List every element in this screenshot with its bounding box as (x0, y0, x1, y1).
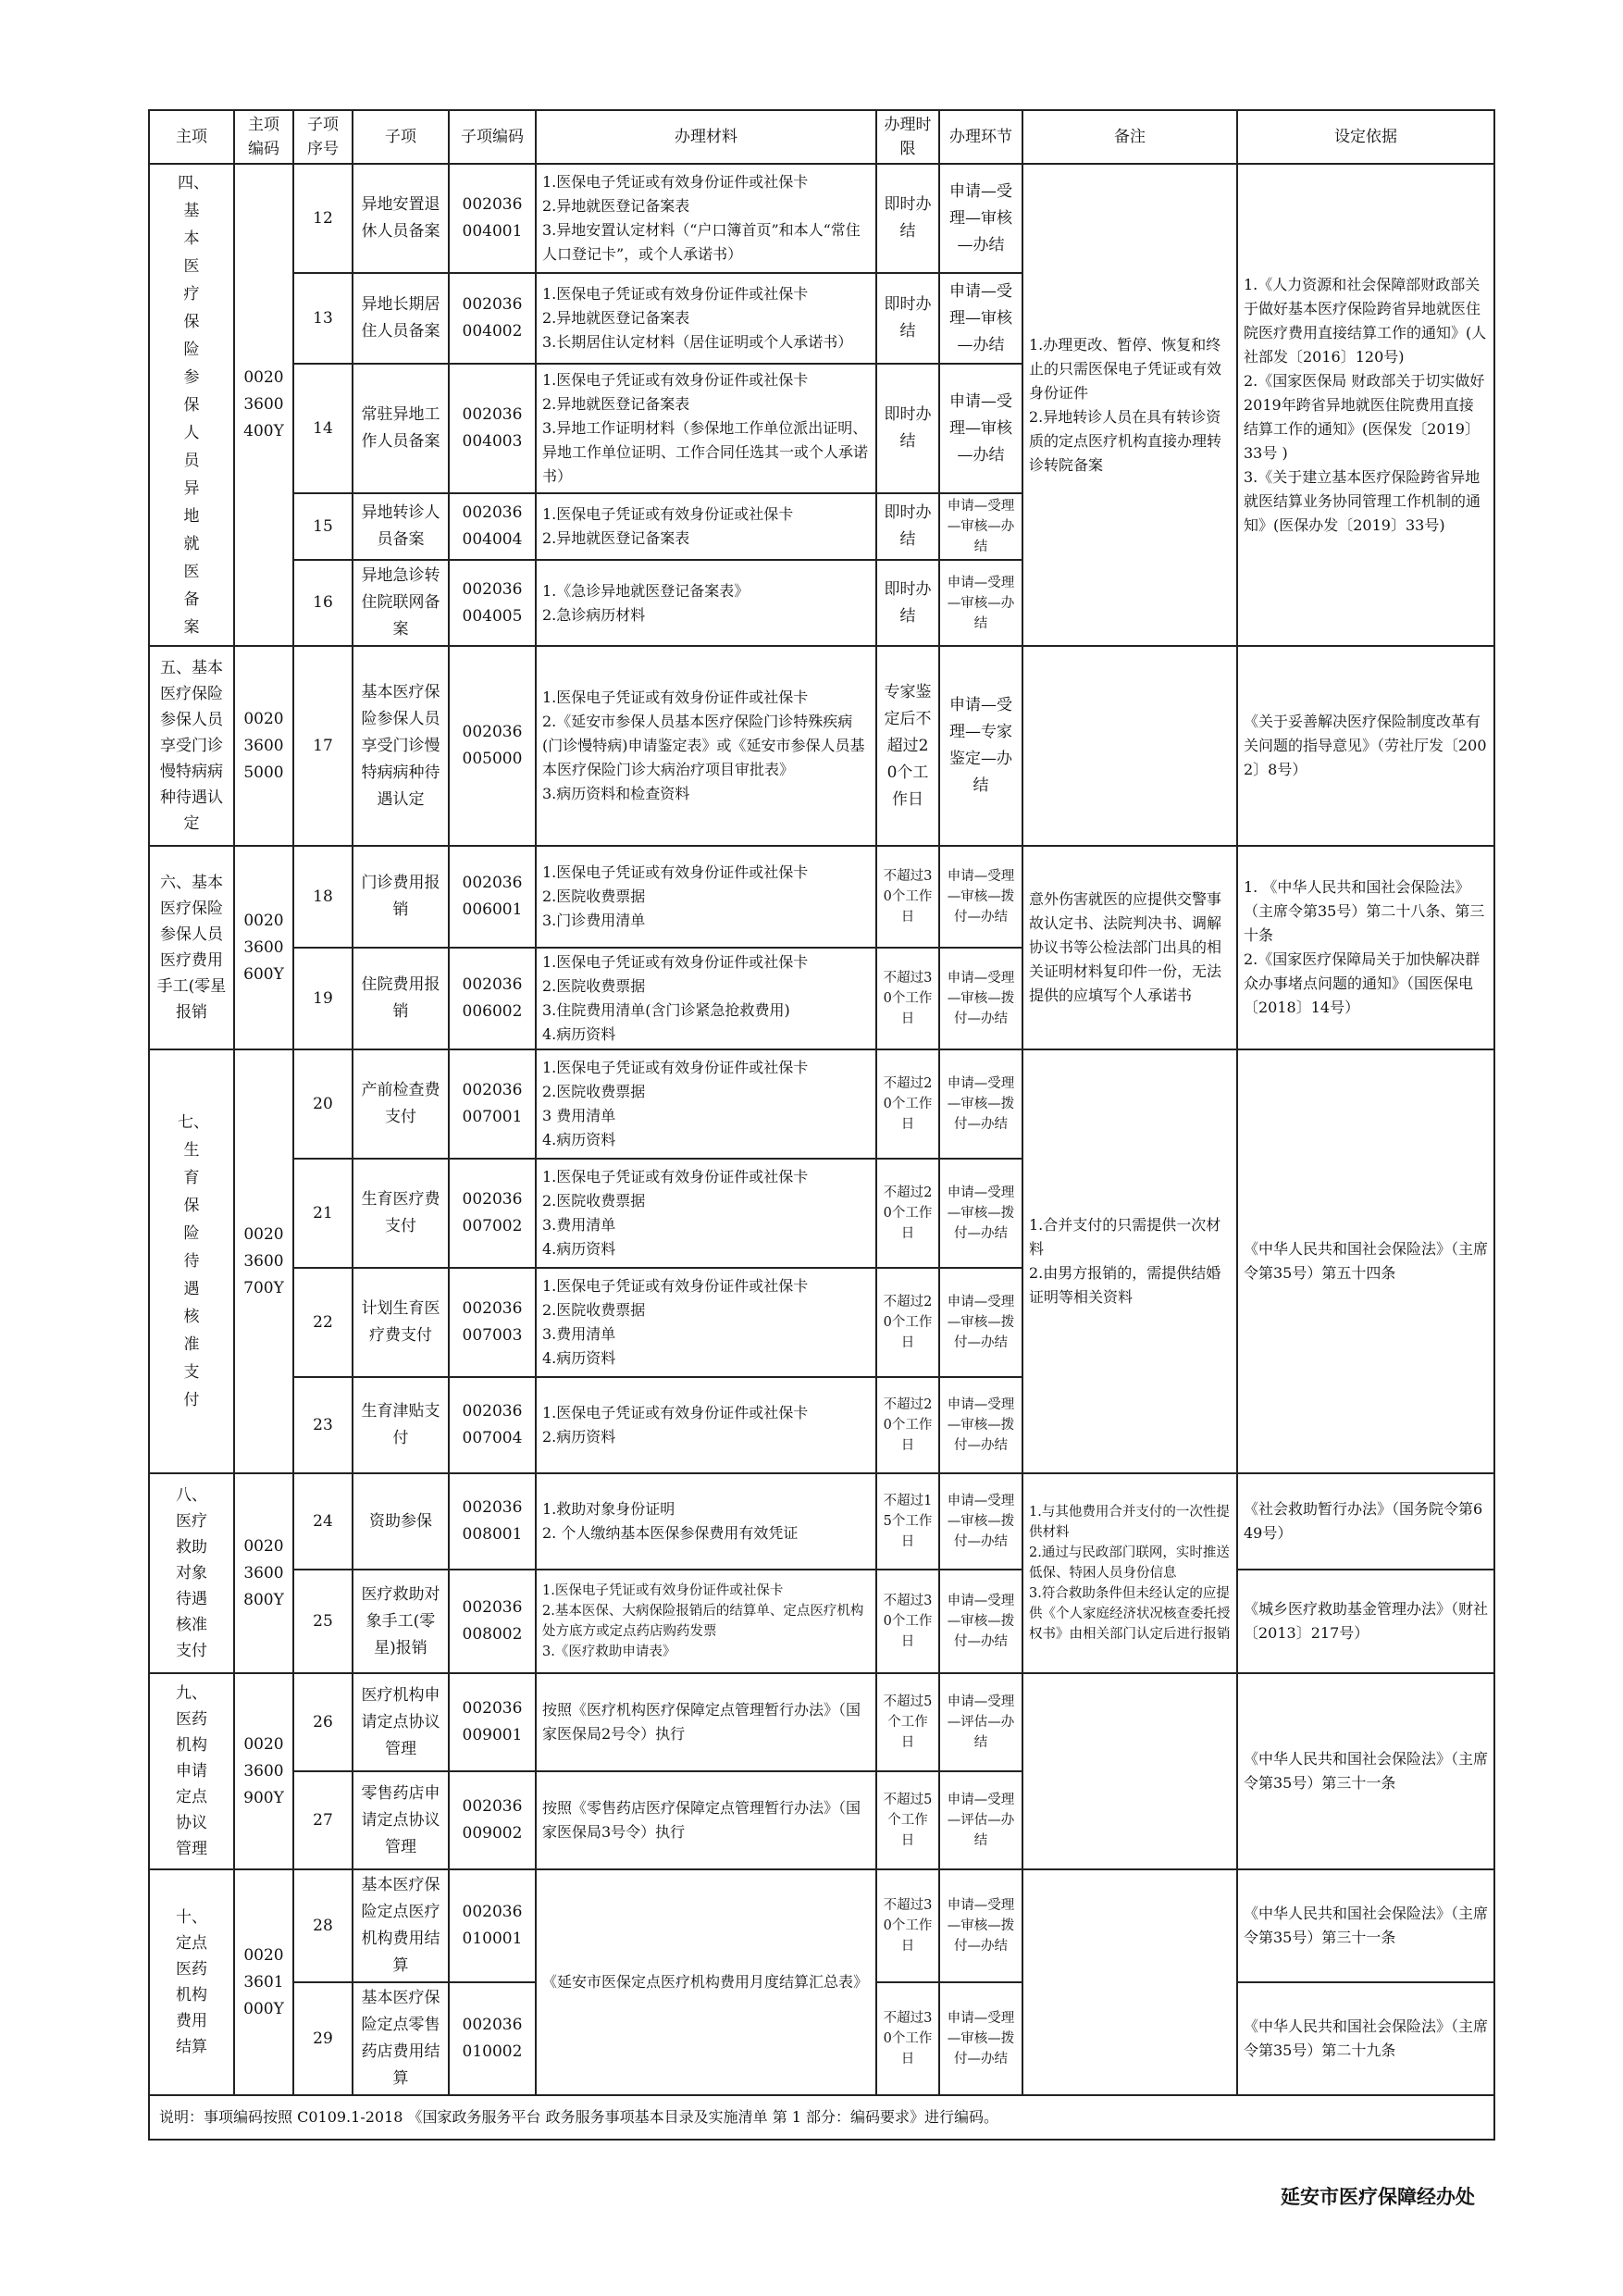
sub-item-name: 零售药店申请定点协议管理 (353, 1771, 449, 1869)
remark (1022, 646, 1237, 846)
main-item-name: 六、基本医疗保险参保人员医疗费用手工(零星报销 (149, 846, 234, 1049)
main-item-name: 十、定点医药机构费用结算 (149, 1869, 234, 2095)
sub-item-name: 计划生育医疗费支付 (353, 1268, 449, 1377)
table-row (149, 846, 1494, 948)
sub-item-code: 002036 009001 (449, 1673, 536, 1771)
main-item-code: 0020 3600 600Y (234, 846, 293, 1049)
legal-basis: 《中华人民共和国社会保险法》（主席令第35号）第五十四条 (1237, 1049, 1494, 1473)
header-cell: 子项 (353, 110, 449, 164)
materials: 1.医保电子凭证或有效身份证件或社保卡 2.异地就医登记备案表 3.长期居住认定材料（居住证明或个人承诺书） (536, 273, 876, 364)
process-steps: 申请—受理—评估—办结 (939, 1673, 1022, 1771)
header-cell: 子项编码 (449, 110, 536, 164)
time-limit: 即时办结 (876, 364, 939, 493)
legal-basis: 《中华人民共和国社会保险法》（主席令第35号）第三十一条 (1237, 1673, 1494, 1869)
time-limit: 专家鉴定后不超过20个工作日 (876, 646, 939, 846)
sub-item-no: 29 (293, 1982, 353, 2095)
materials: 按照《零售药店医疗保障定点管理暂行办法》（国家医保局3号令）执行 (536, 1771, 876, 1869)
legal-basis: 1.《人力资源和社会保障部财政部关于做好基本医疗保险跨省异地就医住院医疗费用直接结算工作的通知》(人社部发〔2016〕120号) 2.《国家医保局 财政部关于切实做好2019年跨省异地就医住院费用直接结算工作的通知》(医保发〔2019〕33号 ) 3.《关于建立基本医疗保险跨省异地就医结算业务协同管理工作机制的通知》(医保办发〔2019〕33号) (1237, 164, 1494, 646)
sub-item-code: 002036 005000 (449, 646, 536, 846)
time-limit: 不超过30个工作日 (876, 1570, 939, 1673)
sub-item-name: 基本医疗保险参保人员享受门诊慢特病病种待遇认定 (353, 646, 449, 846)
sub-item-no: 28 (293, 1869, 353, 1982)
sub-item-name: 生育津贴支付 (353, 1377, 449, 1473)
process-steps: 申请—受理—评估—办结 (939, 1771, 1022, 1869)
materials: 1.医保电子凭证或有效身份证件或社保卡 2.医院收费票据 3.费用清单 4.病历资料 (536, 1159, 876, 1268)
sub-item-name: 产前检查费支付 (353, 1049, 449, 1159)
materials: 1.医保电子凭证或有效身份证件或社保卡 2.医院收费票据 3.费用清单 4.病历资料 (536, 1268, 876, 1377)
header-cell: 办理材料 (536, 110, 876, 164)
header-cell: 主项 (149, 110, 234, 164)
remark: 1.与其他费用合并支付的一次性提供材料 2.通过与民政部门联网，实时推送低保、特困人员身份信息 3.符合救助条件但未经认定的应提供《个人家庭经济状况核查委托授权书》由相关部门认定后进行报销 (1022, 1473, 1237, 1673)
sub-item-code: 002036 008001 (449, 1473, 536, 1570)
sub-item-no: 27 (293, 1771, 353, 1869)
time-limit: 不超过20个工作日 (876, 1159, 939, 1268)
main-item-code: 0020 3600 700Y (234, 1049, 293, 1473)
process-steps: 申请—受理—审核—办结 (939, 164, 1022, 273)
sub-item-no: 13 (293, 273, 353, 364)
table-row (149, 1473, 1494, 1570)
materials: 1.《急诊异地就医登记备案表》 2.急诊病历材料 (536, 560, 876, 646)
sub-item-no: 18 (293, 846, 353, 948)
sub-item-name: 异地安置退休人员备案 (353, 164, 449, 273)
sub-item-code: 002036 007002 (449, 1159, 536, 1268)
time-limit: 即时办结 (876, 493, 939, 560)
sub-item-name: 基本医疗保险定点医疗机构费用结算 (353, 1869, 449, 1982)
sub-item-name: 门诊费用报销 (353, 846, 449, 948)
time-limit: 即时办结 (876, 273, 939, 364)
remark: 1.办理更改、暂停、恢复和终止的只需医保电子凭证或有效身份证件 2.异地转诊人员在具有转诊资质的定点医疗机构直接办理转诊转院备案 (1022, 164, 1237, 646)
time-limit: 不超过30个工作日 (876, 1869, 939, 1982)
remark (1022, 1869, 1237, 2095)
process-steps: 申请—受理—审核—办结 (939, 493, 1022, 560)
sub-item-code: 002036 010002 (449, 1982, 536, 2095)
main-item-name: 九、医药机构申请定点协议管理 (149, 1673, 234, 1869)
table-row (149, 1869, 1494, 1982)
main-item-name: 八、医疗救助对象待遇核准支付 (149, 1473, 234, 1673)
sub-item-code: 002036 006001 (449, 846, 536, 948)
remark (1022, 1673, 1237, 1869)
header-cell: 备注 (1022, 110, 1237, 164)
remark: 1.合并支付的只需提供一次材料 2.由男方报销的，需提供结婚证明等相关资料 (1022, 1049, 1237, 1473)
sub-item-code: 002036 009002 (449, 1771, 536, 1869)
issuer-signature: 延安市医疗保障经办处 (1281, 2185, 1475, 2208)
time-limit: 不超过20个工作日 (876, 1377, 939, 1473)
header-cell: 子项序号 (293, 110, 353, 164)
table-row (149, 1570, 1494, 1673)
sub-item-name: 医疗机构申请定点协议管理 (353, 1673, 449, 1771)
materials: 1.医保电子凭证或有效身份证件或社保卡 2.医院收费票据 3.门诊费用清单 (536, 846, 876, 948)
sub-item-code: 002036 010001 (449, 1869, 536, 1982)
sub-item-name: 生育医疗费支付 (353, 1159, 449, 1268)
main-item-name: 四、基本医疗保险参保人员异地就医备案 (149, 164, 234, 646)
sub-item-no: 23 (293, 1377, 353, 1473)
header-row (149, 110, 1494, 164)
materials: 按照《医疗机构医疗保障定点管理暂行办法》（国家医保局2号令）执行 (536, 1673, 876, 1771)
process-steps: 申请—受理—审核—拨付—办结 (939, 1473, 1022, 1570)
materials: 1.医保电子凭证或有效身份证件或社保卡 2.异地就医登记备案表 3.异地工作证明材料（参保地工作单位派出证明、异地工作单位证明、工作合同任选其一或个人承诺书） (536, 364, 876, 493)
time-limit: 不超过15个工作日 (876, 1473, 939, 1570)
process-steps: 申请—受理—审核—办结 (939, 273, 1022, 364)
sub-item-name: 异地长期居住人员备案 (353, 273, 449, 364)
time-limit: 不超过30个工作日 (876, 846, 939, 948)
sub-item-no: 26 (293, 1673, 353, 1771)
time-limit: 不超过5个工作日 (876, 1771, 939, 1869)
main-item-code: 0020 3600 5000 (234, 646, 293, 846)
sub-item-code: 002036 004005 (449, 560, 536, 646)
sub-item-no: 19 (293, 948, 353, 1049)
materials: 1.医保电子凭证或有效身份证件或社保卡 2.病历资料 (536, 1377, 876, 1473)
sub-item-name: 异地转诊人员备案 (353, 493, 449, 560)
materials: 1.医保电子凭证或有效身份证件或社保卡 2.医院收费票据 3 费用清单 4.病历资料 (536, 1049, 876, 1159)
header-cell: 设定依据 (1237, 110, 1494, 164)
materials: 《延安市医保定点医疗机构费用月度结算汇总表》 (536, 1869, 876, 2095)
legal-basis: 《城乡医疗救助基金管理办法》（财社〔2013〕217号） (1237, 1570, 1494, 1673)
materials: 1.医保电子凭证或有效身份证或社保卡 2.异地就医登记备案表 (536, 493, 876, 560)
sub-item-code: 002036 004002 (449, 273, 536, 364)
table-row (149, 1673, 1494, 1771)
sub-item-code: 002036 004001 (449, 164, 536, 273)
sub-item-name: 异地急诊转住院联网备案 (353, 560, 449, 646)
process-steps: 申请—受理—专家鉴定—办结 (939, 646, 1022, 846)
main-item-code: 0020 3600 800Y (234, 1473, 293, 1673)
table-row (149, 646, 1494, 846)
sub-item-no: 24 (293, 1473, 353, 1570)
table-row (149, 1049, 1494, 1159)
sub-item-name: 基本医疗保险定点零售药店费用结算 (353, 1982, 449, 2095)
sub-item-no: 12 (293, 164, 353, 273)
main-item-code: 0020 3601 000Y (234, 1869, 293, 2095)
sub-item-code: 002036 007001 (449, 1049, 536, 1159)
process-steps: 申请—受理—审核—拨付—办结 (939, 846, 1022, 948)
sub-item-name: 资助参保 (353, 1473, 449, 1570)
process-steps: 申请—受理—审核—拨付—办结 (939, 1570, 1022, 1673)
sub-item-no: 22 (293, 1268, 353, 1377)
sub-item-code: 002036 004003 (449, 364, 536, 493)
legal-basis: 1. 《中华人民共和国社会保险法》（主席令第35号）第二十八条、第三十条 2.《国家医疗保障局关于加快解决群众办事堵点问题的通知》（国医保电〔2018〕14号） (1237, 846, 1494, 1049)
table-row (149, 164, 1494, 273)
sub-item-no: 20 (293, 1049, 353, 1159)
table-row (149, 2095, 1494, 2140)
process-steps: 申请—受理—审核—拨付—办结 (939, 1049, 1022, 1159)
sub-item-code: 002036 006002 (449, 948, 536, 1049)
sub-item-name: 常驻异地工作人员备案 (353, 364, 449, 493)
materials: 1.医保电子凭证或有效身份证件或社保卡 2.基本医保、大病保险报销后的结算单、定点医疗机构处方底方或定点药店购药发票 3.《医疗救助申请表》 (536, 1570, 876, 1673)
sub-item-no: 21 (293, 1159, 353, 1268)
time-limit: 不超过30个工作日 (876, 948, 939, 1049)
materials: 1.医保电子凭证或有效身份证件或社保卡 2.《延安市参保人员基本医疗保险门诊特殊疾病(门诊慢特病)申请鉴定表》或《延安市参保人员基本医疗保险门诊大病治疗项目审批表》 3.病历资料和检查资料 (536, 646, 876, 846)
time-limit: 不超过30个工作日 (876, 1982, 939, 2095)
materials: 1.救助对象身份证明 2. 个人缴纳基本医保参保费用有效凭证 (536, 1473, 876, 1570)
main-item-name: 五、基本医疗保险参保人员享受门诊慢特病病种待遇认定 (149, 646, 234, 846)
header-cell: 办理环节 (939, 110, 1022, 164)
process-steps: 申请—受理—审核—拨付—办结 (939, 1159, 1022, 1268)
header-cell: 主项编码 (234, 110, 293, 164)
header-cell: 办理时限 (876, 110, 939, 164)
main-item-code: 0020 3600 900Y (234, 1673, 293, 1869)
remark: 意外伤害就医的应提供交警事故认定书、法院判决书、调解协议书等公检法部门出具的相关证明材料复印件一份，无法提供的应填写个人承诺书 (1022, 846, 1237, 1049)
materials: 1.医保电子凭证或有效身份证件或社保卡 2.医院收费票据 3.住院费用清单(含门诊紧急抢救费用) 4.病历资料 (536, 948, 876, 1049)
process-steps: 申请—受理—审核—拨付—办结 (939, 1377, 1022, 1473)
service-items-table (148, 109, 1495, 2141)
sub-item-code: 002036 004004 (449, 493, 536, 560)
time-limit: 即时办结 (876, 164, 939, 273)
sub-item-no: 14 (293, 364, 353, 493)
sub-item-no: 25 (293, 1570, 353, 1673)
process-steps: 申请—受理—审核—办结 (939, 364, 1022, 493)
sub-item-code: 002036 008002 (449, 1570, 536, 1673)
legal-basis: 《中华人民共和国社会保险法》（主席令第35号）第二十九条 (1237, 1982, 1494, 2095)
process-steps: 申请—受理—审核—拨付—办结 (939, 1869, 1022, 1982)
sub-item-code: 002036 007003 (449, 1268, 536, 1377)
sub-item-no: 17 (293, 646, 353, 846)
time-limit: 不超过20个工作日 (876, 1049, 939, 1159)
legal-basis: 《社会救助暂行办法》（国务院令第649号） (1237, 1473, 1494, 1570)
sub-item-no: 16 (293, 560, 353, 646)
time-limit: 不超过5个工作日 (876, 1673, 939, 1771)
time-limit: 不超过20个工作日 (876, 1268, 939, 1377)
process-steps: 申请—受理—审核—拨付—办结 (939, 948, 1022, 1049)
main-item-code: 0020 3600 400Y (234, 164, 293, 646)
time-limit: 即时办结 (876, 560, 939, 646)
legal-basis: 《关于妥善解决医疗保险制度改革有关问题的指导意见》（劳社厅发〔2002〕8号） (1237, 646, 1494, 846)
process-steps: 申请—受理—审核—拨付—办结 (939, 1268, 1022, 1377)
legal-basis: 《中华人民共和国社会保险法》（主席令第35号）第三十一条 (1237, 1869, 1494, 1982)
footnote: 说明：事项编码按照 C0109.1-2018 《国家政务服务平台 政务服务事项基本目录及实施清单 第 1 部分：编码要求》进行编码。 (149, 2095, 1494, 2140)
sub-item-name: 医疗救助对象手工(零星)报销 (353, 1570, 449, 1673)
process-steps: 申请—受理—审核—拨付—办结 (939, 1982, 1022, 2095)
sub-item-no: 15 (293, 493, 353, 560)
sub-item-code: 002036 007004 (449, 1377, 536, 1473)
sub-item-name: 住院费用报销 (353, 948, 449, 1049)
process-steps: 申请—受理—审核—办结 (939, 560, 1022, 646)
main-item-name: 七、生育保险待遇核准支付 (149, 1049, 234, 1473)
materials: 1.医保电子凭证或有效身份证件或社保卡 2.异地就医登记备案表 3.异地安置认定材料（“户口簿首页”和本人“常住人口登记卡”，或个人承诺书） (536, 164, 876, 273)
